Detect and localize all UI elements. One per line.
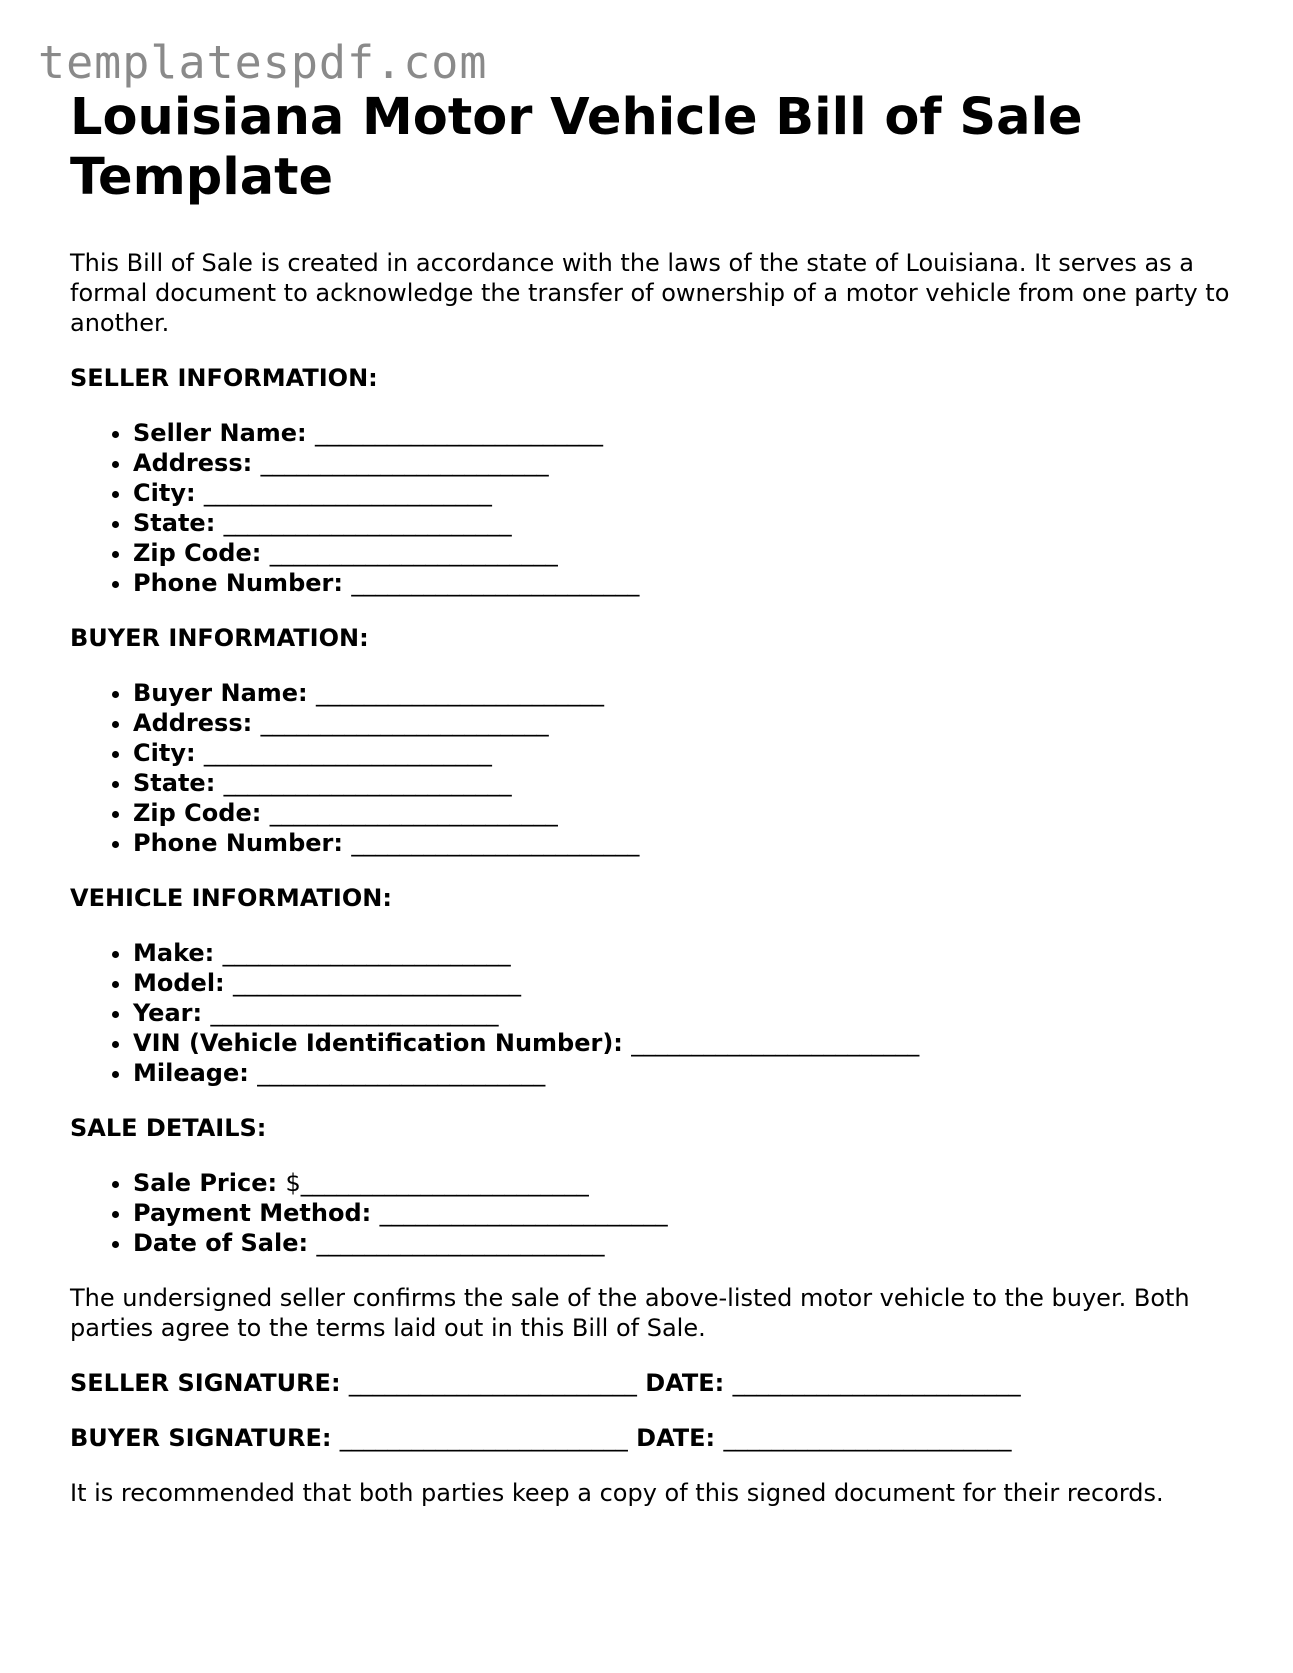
field-label: Phone Number: (133, 569, 343, 597)
vehicle-mileage-field[interactable]: ________________________ (257, 1059, 546, 1087)
list-item (133, 798, 1230, 828)
buyer-signature-label: BUYER SIGNATURE: (70, 1424, 332, 1452)
field-label: City: (133, 479, 196, 507)
buyer-name-field[interactable]: ________________________ (316, 679, 605, 707)
list-item (133, 708, 1230, 738)
seller-city-field[interactable]: ________________________ (203, 479, 492, 507)
buyer-state-field[interactable]: ________________________ (223, 769, 512, 797)
document-title: Louisiana Motor Vehicle Bill of Sale Template (70, 88, 1083, 207)
list-item (133, 738, 1230, 768)
buyer-address-field[interactable]: ________________________ (260, 709, 549, 737)
list-item (133, 418, 1230, 448)
buyer-city-field[interactable]: ________________________ (203, 739, 492, 767)
buyer-date-field[interactable]: ________________________ (723, 1424, 1012, 1452)
document-body (70, 88, 1230, 1508)
vehicle-make-field[interactable]: ________________________ (222, 939, 511, 967)
sale-field-list (70, 1168, 1230, 1258)
field-label: City: (133, 739, 196, 767)
sale-section-heading: SALE DETAILS: (70, 1114, 267, 1142)
field-label: Address: (133, 449, 253, 477)
list-item (133, 998, 1230, 1028)
vehicle-field-list (70, 938, 1230, 1088)
payment-method-field[interactable]: ________________________ (379, 1199, 668, 1227)
list-item (133, 1198, 1230, 1228)
seller-state-field[interactable]: ________________________ (223, 509, 512, 537)
sale-date-field[interactable]: ________________________ (316, 1229, 605, 1257)
field-label: Model: (133, 969, 225, 997)
list-item (133, 448, 1230, 478)
field-label: Year: (133, 999, 203, 1027)
buyer-date-label: DATE: (636, 1424, 716, 1452)
list-item (133, 678, 1230, 708)
vehicle-vin-field[interactable]: ________________________ (631, 1029, 920, 1057)
seller-signature-line (70, 1368, 1230, 1398)
seller-phone-field[interactable]: ________________________ (351, 569, 640, 597)
vehicle-year-field[interactable]: ________________________ (210, 999, 499, 1027)
list-item (133, 568, 1230, 598)
list-item (133, 1228, 1230, 1258)
list-item (133, 768, 1230, 798)
vehicle-model-field[interactable]: ________________________ (233, 969, 522, 997)
field-label: Buyer Name: (133, 679, 308, 707)
buyer-signature-field[interactable]: ________________________ (339, 1424, 628, 1452)
list-item (133, 1058, 1230, 1088)
seller-zip-field[interactable]: ________________________ (269, 539, 558, 567)
field-label: Payment Method: (133, 1199, 372, 1227)
sale-price-field[interactable]: $________________________ (285, 1169, 589, 1197)
field-label: Phone Number: (133, 829, 343, 857)
list-item (133, 538, 1230, 568)
list-item (133, 828, 1230, 858)
seller-name-field[interactable]: ________________________ (315, 419, 604, 447)
field-label: State: (133, 509, 216, 537)
seller-signature-label: SELLER SIGNATURE: (70, 1369, 341, 1397)
field-label: State: (133, 769, 216, 797)
field-label: Date of Sale: (133, 1229, 309, 1257)
buyer-phone-field[interactable]: ________________________ (351, 829, 640, 857)
confirmation-paragraph: The undersigned seller confirms the sale of the above-listed motor vehicle to the buyer. Both parties agree to the terms laid out in this Bill of Sale. (70, 1284, 1190, 1342)
intro-paragraph: This Bill of Sale is created in accordance with the laws of the state of Louisiana. It serves as a formal document to acknowledge the transfer of ownership of a motor vehicle from one party to another. (70, 249, 1230, 337)
list-item (133, 938, 1230, 968)
list-item (133, 1028, 1230, 1058)
field-label: Seller Name: (133, 419, 307, 447)
list-item (133, 478, 1230, 508)
watermark-logo: templatespdf.com (38, 36, 488, 89)
field-label: Sale Price: (133, 1169, 278, 1197)
field-label: Address: (133, 709, 253, 737)
buyer-zip-field[interactable]: ________________________ (269, 799, 558, 827)
field-label: VIN (Vehicle Identification Number): (133, 1029, 623, 1057)
field-label: Zip Code: (133, 799, 262, 827)
seller-signature-field[interactable]: ________________________ (348, 1369, 637, 1397)
buyer-signature-line (70, 1423, 1230, 1453)
field-label: Make: (133, 939, 215, 967)
buyer-section-heading: BUYER INFORMATION: (70, 624, 369, 652)
field-label: Mileage: (133, 1059, 249, 1087)
list-item (133, 968, 1230, 998)
seller-section-heading: SELLER INFORMATION: (70, 364, 378, 392)
seller-field-list (70, 418, 1230, 598)
seller-date-field[interactable]: ________________________ (732, 1369, 1021, 1397)
seller-address-field[interactable]: ________________________ (260, 449, 549, 477)
list-item (133, 1168, 1230, 1198)
seller-date-label: DATE: (645, 1369, 725, 1397)
footer-note: It is recommended that both parties keep a copy of this signed document for their records. (70, 1479, 1164, 1507)
field-label: Zip Code: (133, 539, 262, 567)
list-item (133, 508, 1230, 538)
buyer-field-list (70, 678, 1230, 858)
vehicle-section-heading: VEHICLE INFORMATION: (70, 884, 392, 912)
